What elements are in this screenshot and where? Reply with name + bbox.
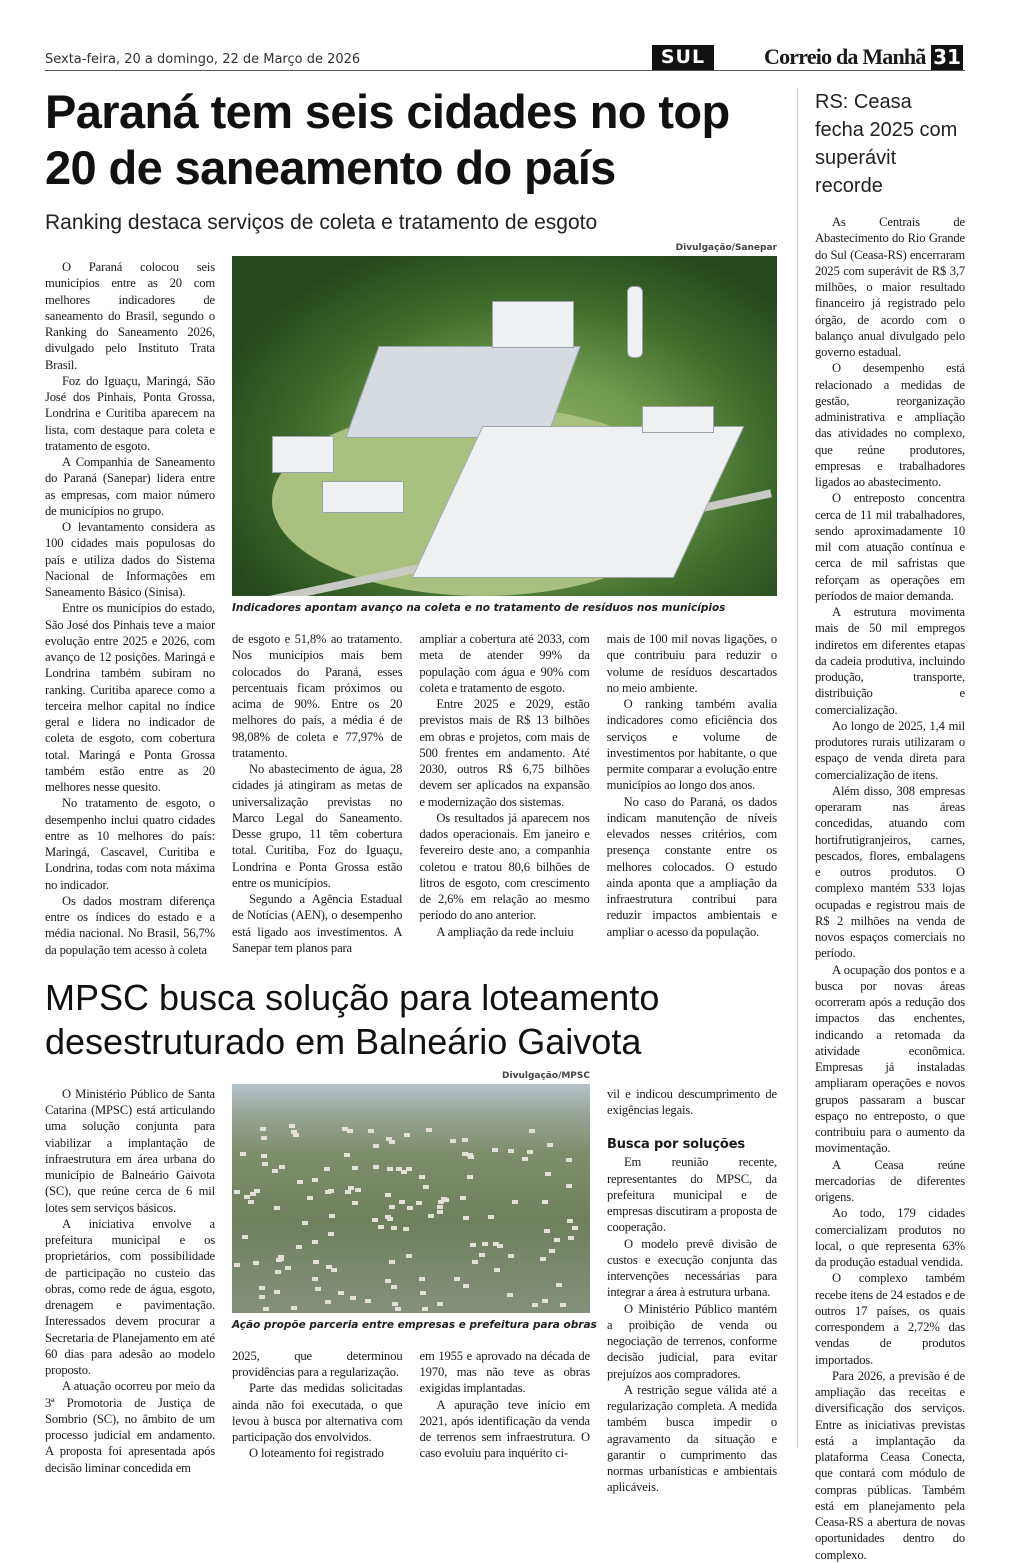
house-mark (540, 1257, 546, 1261)
house-mark (522, 1157, 528, 1161)
house-mark (566, 1184, 572, 1188)
house-mark (275, 1270, 281, 1274)
house-mark (437, 1210, 443, 1214)
house-mark (278, 1255, 284, 1259)
paragraph: A iniciativa envolve a prefeitura municipal e os proprietários, com possibilidade de participação no custeio das obras, como rede de água, esgoto, drenagem e pavimentação. Interessados devem procurar a Secretaria de Planejamento em até 60 dias para adesão ao modelo proposto. (45, 1216, 215, 1377)
house-mark (348, 1186, 354, 1190)
sidebar-body (815, 214, 965, 1563)
article1 (45, 242, 777, 958)
house-mark (406, 1254, 412, 1258)
paragraph: A restrição segue válida até a regularização completa. A medida também busca impedir o agravamento da situação e garantir o cumprimento das normas urbanísticas e ambientais aplicáveis. (607, 1382, 777, 1495)
house-mark (391, 1226, 397, 1230)
article2-column-4-lead (607, 1086, 777, 1119)
house-mark (325, 1300, 331, 1304)
house-mark (462, 1138, 468, 1142)
house-mark (463, 1216, 469, 1220)
article2-column-3 (420, 1348, 591, 1462)
house-mark (248, 1200, 254, 1204)
house-mark (338, 1291, 344, 1295)
house-mark (259, 1286, 265, 1290)
house-mark (437, 1205, 443, 1209)
house-mark (404, 1133, 410, 1137)
house-mark (479, 1253, 485, 1257)
house-mark (463, 1284, 469, 1288)
paragraph: Os resultados já aparecem nos dados operacionais. Em janeiro e fevereiro deste ano, a companhia coletou e tratou 80,6 bilhões de litros de esgoto, com crescimento de 2,6% em relação ao mesmo período do ano anterior. (419, 810, 590, 923)
house-mark (527, 1150, 533, 1154)
paragraph: Entre os municípios do estado, São José dos Pinhais teve a maior evolução entre 2025 e 2026, com avanço de 12 posições. Maringá e Londrina também subiram no ranking. Curitiba aparece como a terceira melhor capital no índice geral e lidera no indicador de coleta de esgoto, com cobertura total. Maringá e Ponta Grossa também estão entre as 20 melhores nesse quesito. (45, 601, 215, 794)
paragraph: O desempenho está relacionado a medidas de gestão, reorganização administrativa e ampliação das atividades no complexo, que reúne produtores, empresas e trabalhadores ligados ao abastecimento. (815, 361, 965, 489)
house-mark (419, 1277, 425, 1281)
paragraph: O modelo prevê divisão de custos e execução conjunta das intervenções necessárias para integrar a área à estrutura urbana. (607, 1236, 777, 1300)
newspaper-logo: Correio da Manhã (764, 44, 926, 69)
paragraph: O Ministério Público mantém a proibição de venda ou negociação de terrenos, conforme decisão judicial, para evitar prejuízos aos compradores. (607, 1301, 777, 1381)
house-mark (385, 1193, 391, 1197)
paragraph: 2025, que determinou providências para a regularização. (232, 1348, 403, 1379)
house-mark (512, 1200, 518, 1204)
paragraph: A atuação ocorreu por meio da 3ª Promotoria de Justiça de Sombrio (SC), no âmbito de um processo judicial em andamento. A proposta foi apresentada após decisão liminar concedida em (45, 1379, 215, 1475)
house-mark (392, 1302, 398, 1306)
house-mark (291, 1306, 297, 1310)
article2-column-4 (607, 1086, 777, 1496)
house-mark (566, 1158, 572, 1162)
house-mark (296, 1245, 302, 1249)
paragraph: No caso do Paraná, os dados indicam manutenção de níveis elevados nesses critérios, com presença constante entre os melhores colocados. O estudo ainda aponta que a ampliação da infraestrutura contribui para reduzir impactos ambientais e ampliar o acesso da população. (606, 794, 777, 939)
house-mark (312, 1240, 318, 1244)
house-mark (460, 1196, 466, 1200)
house-mark (279, 1165, 285, 1169)
paragraph: Parte das medidas solicitadas ainda não foi executada, o que levou à busca por alternativa com participação dos envolvidos. (232, 1381, 403, 1444)
house-mark (545, 1172, 551, 1176)
sidebar-headline: RS: Ceasa fecha 2025 com superávit recorde (815, 91, 958, 197)
paragraph: Entre 2025 e 2029, estão previstos mais de R$ 13 bilhões em obras e projetos, com mais de 500 frentes em andamento. Até 2030, outros R$ 6,75 bilhões devem ser aplicados na expansão e modernização dos sistemas. (419, 697, 590, 809)
paragraph: A ampliação da rede incluiu (436, 924, 574, 939)
article2-subheading: Busca por soluções (607, 1137, 745, 1153)
paragraph: A Companhia de Saneamento do Paraná (Sanepar) lidera entre as empresas, com maior número de municípios no grupo. (45, 455, 215, 518)
house-mark (556, 1283, 562, 1287)
house-mark (450, 1139, 456, 1143)
article2-lower-columns (232, 1348, 590, 1462)
house-mark (468, 1155, 474, 1159)
house-mark (345, 1190, 351, 1194)
article1-right (232, 242, 777, 956)
house-mark (572, 1226, 578, 1230)
house-mark (289, 1124, 295, 1128)
house-mark (234, 1263, 240, 1267)
house-mark (508, 1149, 514, 1153)
paragraph: A estrutura movimenta mais de 50 mil empregos indiretos em diferentes etapas da cadeia produtiva, incluindo produção, transporte, distribuição e comercialização. (815, 605, 965, 717)
paragraph: O loteamento foi registrado (249, 1446, 384, 1461)
house-mark (250, 1192, 256, 1196)
house-mark (488, 1215, 494, 1219)
house-mark (492, 1148, 498, 1152)
house-mark (274, 1290, 280, 1294)
house-mark (365, 1299, 371, 1303)
article1-column-3 (419, 631, 589, 940)
house-mark (385, 1215, 391, 1219)
paragraph: de esgoto e 51,8% ao tratamento. Nos municípios mais bem colocados do Paraná, esses percentuais ficam próximos ou acima de 90%. Entre os 20 melhores do país, a média é de 98,08% de coleta e 77,97% de tratamento. (232, 632, 403, 760)
house-mark (261, 1136, 267, 1140)
house-mark (312, 1178, 318, 1182)
photo2-caption: Ação propõe parceria entre empresas e prefeitura para obras (232, 1318, 597, 1331)
article1-headline: Paraná tem seis cidades no top 20 de saneamento do país (45, 85, 730, 194)
house-mark (274, 1206, 280, 1210)
house-mark (385, 1279, 391, 1283)
article1-column-4 (607, 631, 777, 940)
paragraph: Foz do Iguaçu, Maringá, São José dos Pinhais, Ponta Grossa, Londrina e Curitiba aparecem na lista, com destaque para coleta e tratamento de esgoto. (45, 373, 215, 453)
paragraph: Além disso, 308 empresas operaram nas áreas concedidas, atuando com hortifrutigranjeiros, carnes, pescados, flores, embalagens e outros produtos. O complexo mantém 533 lojas ocupadas e registrou mais de R$ 2 milhões na venda de novos espaços comerciais no período. (815, 783, 965, 961)
house-mark (494, 1268, 500, 1272)
paragraph: ampliar a cobertura até 2033, com meta de atender 99% da população com água e 90% com coleta e tratamento de esgoto. (419, 632, 590, 695)
photo1-credit: Divulgação/Sanepar (675, 243, 777, 253)
house-mark (542, 1299, 548, 1303)
paragraph: vil e indicou descumprimento de exigências legais. (607, 1086, 777, 1117)
article1-subheadline: Ranking destaca serviços de coleta e tratamento de esgoto (45, 211, 598, 234)
house-mark (352, 1166, 358, 1170)
article1-column-1 (45, 259, 215, 958)
house-mark (482, 1242, 488, 1246)
house-mark (297, 1180, 303, 1184)
photo1-caption: Indicadores apontam avanço na coleta e no tratamento de resíduos nos municípios (232, 602, 726, 614)
article1-column-2 (232, 631, 402, 956)
house-mark (467, 1175, 473, 1179)
house-mark (373, 1165, 379, 1169)
paragraph: No abastecimento de água, 28 cidades já atingiram as metas de universalização previstas no Marco Legal do Saneamento. Desse grupo, 11 têm cobertura total. Curitiba, Foz do Iguaçu, Londrina e Ponta Grossa estão entre os municípios. (232, 762, 403, 890)
house-mark (302, 1221, 308, 1225)
house-mark (532, 1303, 538, 1307)
paragraph: O ranking também avalia indicadores como eficiência dos serviços e volume de investimentos por habitante, o que permite comparar a evolução entre municípios ao longo dos anos. (606, 697, 777, 793)
house-mark (259, 1295, 265, 1299)
house-mark (407, 1206, 413, 1210)
house-mark (350, 1296, 356, 1300)
paragraph: Ao longo de 2025, 1,4 mil produtores rurais utilizaram o espaço de venda direta para comercialização de itens. (815, 718, 965, 782)
issue-date: Sexta-feira, 20 a domingo, 22 de Março de 2026 (45, 52, 361, 67)
article2-column-2 (232, 1348, 403, 1462)
article2 (45, 1070, 777, 1496)
paragraph: Ao todo, 179 cidades comercializam produtos no local, o que representa 63% da produção estadual vendida. (815, 1206, 965, 1269)
paragraph: No tratamento de esgoto, o desempenho inclui quatro cidades entre as 10 melhores do país: Maringá, Cascavel, Curitiba e Londrina, todas com nota máxima no indicador. (45, 796, 215, 892)
sidebar-article (815, 88, 965, 1563)
paragraph: Para 2026, a previsão é de ampliação das receitas e diversificação dos serviços. Entre as iniciativas previstas está a implantação da plataforma Ceasa Conecta, que contará com módulo de compras públicas. Também está em planejamento pela Ceasa-RS a abertura de novas oportunidades dentro do complexo. (815, 1368, 965, 1562)
house-mark (261, 1154, 267, 1158)
paragraph: Segundo a Agência Estadual de Notícias (AEN), o desempenho está ligado aos investimentos. A Sanepar tem planos para (232, 892, 403, 955)
house-mark (420, 1291, 426, 1295)
house-mark (395, 1307, 401, 1311)
house-mark (399, 1200, 405, 1204)
house-mark (328, 1189, 334, 1193)
house-mark (508, 1254, 514, 1258)
paragraph: O Ministério Público de Santa Catarina (MPSC) está articulando uma solução conjunta para viabilizar a implantação de infraestrutura em área urbana do município de Balneário Gaivota (SC), que reúne cerca de 6 mil lotes sem serviços básicos. (45, 1086, 215, 1215)
paragraph: O entreposto concentra cerca de 11 mil trabalhadores, sendo aproximadamente 10 mil com atuação contínua e cerca de mil safristas que reforçam as operações em períodos de maior demanda. (815, 491, 965, 603)
house-mark (389, 1205, 395, 1209)
photo2-credit: Divulgação/MPSC (502, 1070, 590, 1081)
house-mark (507, 1293, 513, 1297)
house-mark (493, 1242, 499, 1246)
paragraph: O Paraná colocou seis municípios entre as 20 com melhores indicadores de saneamento do Brasil, segundo o Ranking do Saneamento 2026, divulgado pelo Instituto Trata Brasil. (45, 260, 215, 372)
house-mark (472, 1260, 478, 1264)
paragraph: Os dados mostram diferença entre os índices do estado e a média nacional. No Brasil, 56,7% da população tem acesso à coleta (45, 893, 215, 957)
house-mark (547, 1143, 553, 1147)
house-mark (312, 1277, 318, 1281)
house-mark (389, 1260, 395, 1264)
house-mark (347, 1129, 353, 1133)
house-mark (386, 1137, 392, 1141)
house-mark (315, 1287, 321, 1291)
house-mark (260, 1127, 266, 1131)
house-mark (328, 1232, 334, 1236)
house-mark (234, 1190, 240, 1194)
house-mark (372, 1218, 378, 1222)
article1-lower-columns (232, 631, 777, 956)
house-mark (422, 1307, 428, 1311)
house-mark (355, 1188, 361, 1192)
house-mark (403, 1227, 409, 1231)
section-label: SUL (652, 45, 714, 70)
house-mark (391, 1285, 397, 1289)
house-mark (352, 1201, 358, 1205)
page-number: 31 (931, 45, 963, 70)
header-divider (45, 70, 965, 71)
paragraph: Em reunião recente, representantes do MPSC, da prefeitura municipal e de empresas discutiram a proposta de cooperação. (607, 1155, 777, 1235)
house-mark (437, 1302, 443, 1306)
house-mark (387, 1167, 393, 1171)
article2-headline: MPSC busca solução para loteamento desestruturado em Balneário Gaivota (45, 976, 660, 1062)
house-mark (554, 1238, 560, 1242)
aerial-town-photo (232, 1084, 590, 1313)
paragraph: O levantamento considera as 100 cidades mais populosas do país e utiliza dados do Sistema Nacional de Informações em Saneamento Básico (Sinisa). (45, 520, 215, 599)
house-mark (262, 1162, 268, 1166)
house-mark (329, 1214, 335, 1218)
paragraph: A Ceasa reúne mercadorias de diferentes origens. (815, 1157, 965, 1204)
house-mark (242, 1235, 248, 1239)
house-mark (428, 1214, 434, 1218)
house-mark (324, 1167, 330, 1171)
paragraph: A ocupação dos pontos e a busca por novas áreas ocorreram após a redução dos impactos das enchentes, indicando a retomada da atividade econômica. Empresas já instaladas ampliaram operações e novos grupos passaram a buscar espaço no entreposto, o que contribuiu para o aumento da movimentação. (815, 962, 965, 1156)
house-mark (419, 1175, 425, 1179)
house-mark (544, 1229, 550, 1233)
house-mark (567, 1219, 573, 1223)
house-mark (423, 1185, 429, 1189)
house-mark (441, 1197, 447, 1201)
house-mark (560, 1303, 566, 1307)
main-content (45, 84, 777, 1496)
house-mark (542, 1200, 548, 1204)
house-mark (373, 1144, 379, 1148)
house-mark (529, 1129, 535, 1133)
house-mark (313, 1260, 319, 1264)
house-mark (253, 1261, 259, 1265)
house-mark (401, 1170, 407, 1174)
paragraph: em 1955 e aprovado na década de 1970, mas não teve as obras exigidas implantadas. (419, 1348, 590, 1396)
house-mark (378, 1225, 384, 1229)
house-mark (416, 1201, 422, 1205)
house-mark (470, 1243, 476, 1247)
house-mark (307, 1196, 313, 1200)
house-mark (454, 1277, 460, 1281)
house-mark (285, 1266, 291, 1270)
house-mark (568, 1236, 574, 1240)
house-mark (240, 1152, 246, 1156)
house-mark (344, 1153, 350, 1157)
article2-middle (232, 1070, 597, 1462)
house-mark (549, 1249, 555, 1253)
treatment-plant-photo (232, 256, 777, 596)
house-mark (326, 1265, 332, 1269)
house-mark (263, 1307, 269, 1311)
house-mark (368, 1129, 374, 1133)
house-mark (244, 1195, 250, 1199)
paragraph: A apuração teve início em 2021, após identificação da venda de terrenos sem infraestrutura. O caso evoluiu para inquérito ci- (419, 1397, 590, 1461)
house-mark (426, 1128, 432, 1132)
paragraph: O complexo também recebe itens de 24 estados e de outros 17 países, os quais correspondem a 2,72% das vendas de produtos importados. (815, 1271, 965, 1367)
column-divider (797, 88, 798, 1448)
paragraph: mais de 100 mil novas ligações, o que contribuiu para reduzir o volume de resíduos descartados no meio ambiente. (606, 632, 777, 695)
house-mark (291, 1130, 297, 1134)
paragraph: As Centrais de Abastecimento do Rio Grande do Sul (Ceasa-RS) encerraram 2025 com superávit de R$ 3,7 milhões, o maior resultado financeiro já registrado pelo órgão, de acordo com o balanço anual divulgado pelo governo estadual. (815, 215, 965, 359)
article2-column-1 (45, 1086, 215, 1476)
house-mark (272, 1169, 278, 1173)
article2-column-4-body (607, 1154, 777, 1495)
